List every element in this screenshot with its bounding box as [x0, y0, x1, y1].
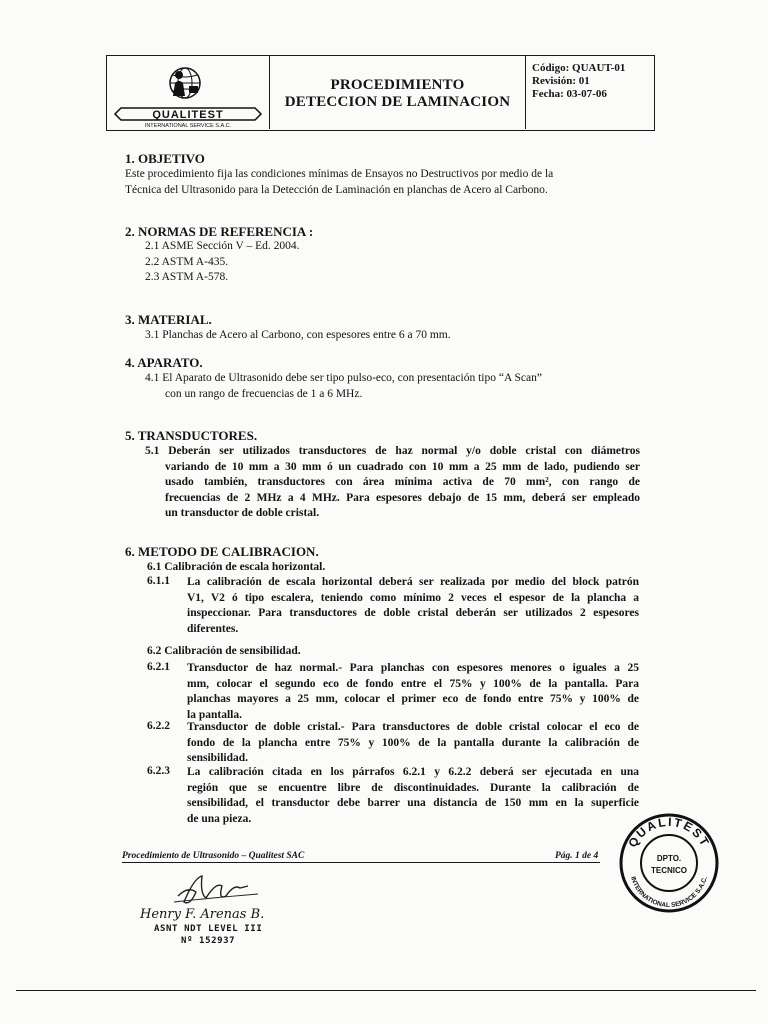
doc-date: Fecha: 03-07-06 [532, 88, 607, 100]
section-4-heading: 4. APARATO. [125, 355, 203, 370]
logo-brand-text: QUALITEST [152, 109, 224, 121]
doc-revision: Revisión: 01 [532, 75, 590, 87]
item-6-2-1-line3: planchas mayores a 25 mm, colocar el primer eco de fondo entre 75% y 100% de [187, 693, 639, 705]
signatory-certification: ASNT NDT LEVEL III [154, 924, 263, 934]
footer-page-number: Pág. 1 de 4 [555, 851, 599, 861]
subsection-6-2-title: 6.2 Calibración de sensibilidad. [147, 645, 301, 657]
signatory-name: Henry F. Arenas B. [140, 907, 265, 922]
item-6-2-1-line2: mm, colocar el segundo eco de fondo entre el 75% y 100% de la pantalla. Para [187, 677, 639, 690]
section-2-list [145, 239, 300, 286]
section-5-line3: usado también, transductores con área mínima activa de 70 mm², con rango de [165, 476, 640, 488]
signatory-number: Nº 152937 [181, 936, 236, 946]
item-6-1-1-line2: V1, V2 ó tipo escalera, teniendo como mínimo 2 veces el espesor de la plancha a [187, 591, 639, 604]
stamp-bottom-text: INTERNATIONAL SERVICE S.A.C. [629, 875, 709, 910]
document-code-cell [526, 56, 654, 129]
handwritten-signature [170, 872, 270, 912]
item-6-2-2-number: 6.2.2 [147, 720, 170, 732]
logo-cell [107, 56, 270, 129]
item-6-2-1-number: 6.2.1 [147, 661, 170, 673]
section-1-line2: Técnica del Ultrasonido para la Detección de Laminación en planchas de Acero al Carbono. [125, 183, 548, 196]
company-logo [107, 56, 268, 129]
doc-title-line2: DETECCION DE LAMINACION [284, 94, 511, 110]
page-bottom-edge [16, 990, 756, 991]
item-6-2-3-line2: región que se encuentre libre de discontinuidades. Durante la calibración de [187, 781, 639, 794]
item-6-2-3-line3: sensibilidad, el transductor debe barrer una distancia de 150 mm en la superficie [187, 797, 639, 809]
item-6-2-2-line2: fondo de la plancha entre 75% y 100% de la pantalla durante la calibración de [187, 736, 639, 749]
footer-document-name: Procedimiento de Ultrasonido – Qualitest SAC [122, 851, 305, 861]
item-6-1-1-line3: inspeccionar. Para transductores de doble cristal deberán ser utilizados 2 espesores [187, 607, 639, 619]
section-1-line1: Este procedimiento fija las condiciones mínimas de Ensayos no Destructivos por medio de la [125, 168, 554, 180]
stamp-inner-line1: DPTO. [656, 854, 682, 863]
section-3-line1: 3.1 Planchas de Acero al Carbono, con espesores entre 6 a 70 mm. [145, 329, 451, 341]
item-6-2-1-line1: Transductor de haz normal.- Para planchas con espesores menores o iguales a 25 [187, 662, 639, 674]
subsection-6-1-title: 6.1 Calibración de escala horizontal. [147, 561, 326, 573]
section-1-heading: 1. OBJETIVO [125, 151, 205, 166]
section-6-heading: 6. METODO DE CALIBRACION. [125, 544, 319, 559]
item-6-2-1-line4: la pantalla. [187, 708, 242, 721]
item-6-2-2-line3: sensibilidad. [187, 752, 249, 764]
section-5-heading: 5. TRANSDUCTORES. [125, 428, 258, 443]
company-stamp [618, 812, 720, 914]
doc-title-line1: PROCEDIMIENTO [330, 77, 465, 93]
doc-code: Código: QUAUT-01 [532, 62, 626, 74]
item-6-2-2-text [187, 720, 639, 767]
title-cell [270, 56, 526, 129]
stamp-top-text: QUALITEST [625, 814, 713, 850]
item-6-1-1-text [187, 575, 639, 637]
item-6-1-1-line1: La calibración de escala horizontal deberá ser realizada por medio del block patrón [187, 576, 639, 588]
document-header [106, 55, 655, 131]
section-2-heading: 2. NORMAS DE REFERENCIA : [125, 224, 314, 239]
section-1-text [125, 167, 645, 198]
section-5-line4: frecuencias de 2 MHz a 4 MHz. Para espesores debajo de 15 mm, deberá ser empleado [165, 491, 640, 504]
section-5-line1: 5.1 Deberán ser utilizados transductores de haz normal y/o doble cristal con diámetros [145, 445, 640, 457]
item-6-2-3-line1: La calibración citada en los párrafos 6.2.1 y 6.2.2 deberá ser ejecutada en una [187, 766, 639, 778]
list-item: 2.2 ASTM A-435. [145, 255, 229, 268]
section-3-heading: 3. MATERIAL. [125, 312, 212, 327]
item-6-2-3-line4: de una pieza. [187, 812, 252, 825]
item-6-1-1-number: 6.1.1 [147, 575, 170, 587]
section-5-line2: variando de 10 mm a 30 mm ó un cuadrado con 10 mm a 25 mm de lado, pudiendo ser [165, 460, 640, 473]
section-4-line1: 4.1 El Aparato de Ultrasonido debe ser tipo pulso-eco, con presentación tipo “A Scan” [145, 372, 542, 384]
list-item: 2.3 ASTM A-578. [145, 271, 229, 283]
logo-subtitle-text: INTERNATIONAL SERVICE S.A.C. [144, 123, 232, 129]
list-item: 2.1 ASME Sección V – Ed. 2004. [145, 240, 300, 252]
footer-divider [122, 862, 600, 863]
item-6-1-1-line4: diferentes. [187, 622, 239, 635]
section-4-text [145, 371, 640, 402]
item-6-2-2-line1: Transductor de doble cristal.- Para transductores de doble cristal colocar el eco de [187, 721, 639, 733]
item-6-2-3-text [187, 765, 639, 827]
section-5-text [145, 444, 640, 522]
item-6-2-1-text [187, 661, 639, 723]
stamp-inner-line2: TECNICO [651, 866, 687, 875]
section-4-line2: con un rango de frecuencias de 1 a 6 MHz. [165, 387, 363, 400]
item-6-2-3-number: 6.2.3 [147, 765, 170, 777]
section-5-line5: un transductor de doble cristal. [165, 507, 320, 519]
